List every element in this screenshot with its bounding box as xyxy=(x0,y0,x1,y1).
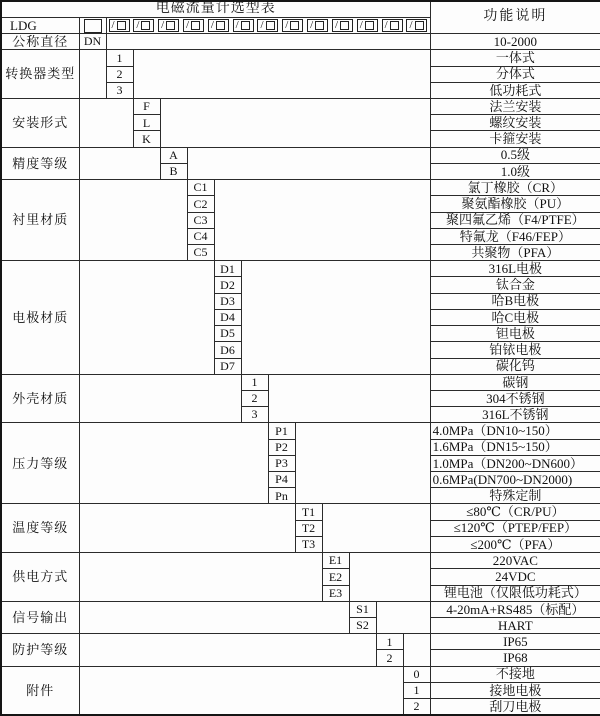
desc-cell: 法兰安装 xyxy=(430,99,600,115)
code-cell: 2 xyxy=(106,66,133,82)
code-cell: D3 xyxy=(214,293,241,309)
code-cell: 3 xyxy=(241,407,268,423)
code-cell: 1 xyxy=(403,682,430,698)
desc-cell: 铂铱电极 xyxy=(430,342,600,358)
desc-cell: 聚四氟乙烯（F4/PTFE） xyxy=(430,212,600,228)
empty-box-icon xyxy=(266,21,275,30)
category-cell: 外壳材质 xyxy=(1,374,79,423)
desc-cell: 钛合金 xyxy=(430,277,600,293)
empty-box-icon xyxy=(290,21,299,30)
desc-cell: 316L不锈钢 xyxy=(430,407,600,423)
code-cell: A xyxy=(160,147,187,163)
desc-cell: 4-20mA+RS485（标配） xyxy=(430,601,600,617)
code-cell: D6 xyxy=(214,342,241,358)
filler-cell xyxy=(133,50,430,99)
empty-box-icon xyxy=(216,21,225,30)
desc-cell: 1.0MPa（DN200~DN600） xyxy=(430,455,600,471)
category-cell: 附件 xyxy=(1,666,79,715)
desc-cell: 24VDC xyxy=(430,569,600,585)
category-cell: 供电方式 xyxy=(1,553,79,602)
empty-box-icon xyxy=(241,21,250,30)
function-desc-header: 功能说明 xyxy=(430,1,600,34)
empty-box-icon xyxy=(315,21,324,30)
code-cell: P3 xyxy=(268,455,295,471)
filler-cell xyxy=(187,147,430,179)
category-cell: 信号输出 xyxy=(1,601,79,633)
page-title: 电磁流量计选型表 xyxy=(1,1,430,17)
code-cell: C4 xyxy=(187,228,214,244)
code-cell: 2 xyxy=(403,699,430,715)
code-cell: S2 xyxy=(349,618,376,634)
category-cell: 精度等级 xyxy=(1,147,79,179)
code-cell: 2 xyxy=(376,650,403,666)
code-cell: P1 xyxy=(268,423,295,439)
code-cell: L xyxy=(133,115,160,131)
model-slots-cell xyxy=(106,17,430,33)
slot-box: / xyxy=(282,19,303,32)
desc-cell: 共聚物（PFA） xyxy=(430,244,600,260)
filler-cell xyxy=(79,553,322,602)
empty-box-icon xyxy=(365,21,374,30)
code-cell: 0 xyxy=(403,666,430,682)
desc-cell: 特氟龙（F46/FEP） xyxy=(430,228,600,244)
desc-cell: 哈C电极 xyxy=(430,309,600,325)
code-cell: C2 xyxy=(187,196,214,212)
filler-cell xyxy=(241,261,430,375)
slot-box: / xyxy=(307,19,328,32)
desc-cell: 一体式 xyxy=(430,50,600,66)
filler-cell xyxy=(106,34,430,50)
code-cell: DN xyxy=(79,34,106,50)
desc-cell: ≤80℃（CR/PU） xyxy=(430,504,600,520)
category-cell: 公称直径 xyxy=(1,34,79,50)
desc-cell: 0.6MPa(DN700~DN2000) xyxy=(430,472,600,488)
desc-cell: 聚氨酯橡胶（PU） xyxy=(430,196,600,212)
code-cell: D7 xyxy=(214,358,241,374)
desc-cell: 氯丁橡胶（CR） xyxy=(430,180,600,196)
desc-cell: 螺纹安装 xyxy=(430,115,600,131)
slot-box: / xyxy=(332,19,353,32)
filler-cell xyxy=(403,634,430,666)
code-cell: E2 xyxy=(322,569,349,585)
desc-cell: 不接地 xyxy=(430,666,600,682)
slot-box: / xyxy=(133,19,154,32)
filler-cell xyxy=(214,180,430,261)
desc-cell: 1.6MPa（DN15~150） xyxy=(430,439,600,455)
category-cell: 压力等级 xyxy=(1,423,79,504)
empty-box-icon xyxy=(141,21,150,30)
desc-cell: 0.5级 xyxy=(430,147,600,163)
model-first-box-cell xyxy=(79,17,106,33)
category-cell: 安装形式 xyxy=(1,99,79,148)
desc-cell: 锂电池（仅限低功耗式） xyxy=(430,585,600,601)
desc-cell: 碳化钨 xyxy=(430,358,600,374)
code-cell: C1 xyxy=(187,180,214,196)
category-cell: 电极材质 xyxy=(1,261,79,375)
desc-cell: 304不锈钢 xyxy=(430,390,600,406)
filler-cell xyxy=(268,374,430,423)
code-cell: D5 xyxy=(214,326,241,342)
code-cell: P2 xyxy=(268,439,295,455)
desc-cell: 4.0MPa（DN10~150） xyxy=(430,423,600,439)
code-cell: S1 xyxy=(349,601,376,617)
filler-cell xyxy=(295,423,430,504)
slot-box: / xyxy=(109,19,130,32)
code-cell: C5 xyxy=(187,244,214,260)
desc-cell: 分体式 xyxy=(430,66,600,82)
filler-cell xyxy=(79,374,241,423)
desc-cell: 特殊定制 xyxy=(430,488,600,504)
desc-cell: 刮刀电极 xyxy=(430,699,600,715)
filler-cell xyxy=(79,423,268,504)
slot-box: / xyxy=(233,19,254,32)
filler-cell xyxy=(79,147,160,179)
desc-cell: IP65 xyxy=(430,634,600,650)
category-cell: 转换器类型 xyxy=(1,50,79,99)
slot-box: / xyxy=(357,19,378,32)
desc-cell: 220VAC xyxy=(430,553,600,569)
filler-cell xyxy=(376,601,430,633)
code-cell: C3 xyxy=(187,212,214,228)
code-cell: 2 xyxy=(241,390,268,406)
desc-cell: ≤120℃（PTEP/FEP） xyxy=(430,520,600,536)
code-cell: T2 xyxy=(295,520,322,536)
model-prefix: LDG xyxy=(1,17,79,33)
code-cell: 3 xyxy=(106,82,133,98)
code-cell: E1 xyxy=(322,553,349,569)
desc-cell: 接地电极 xyxy=(430,682,600,698)
empty-box-icon xyxy=(340,21,349,30)
category-cell: 防护等级 xyxy=(1,634,79,666)
code-cell: D4 xyxy=(214,309,241,325)
desc-cell: HART xyxy=(430,618,600,634)
code-cell: Pn xyxy=(268,488,295,504)
slot-box: / xyxy=(406,19,427,32)
desc-cell: ≤200℃（PFA） xyxy=(430,536,600,552)
desc-cell: 低功耗式 xyxy=(430,82,600,98)
code-cell: 1 xyxy=(376,634,403,650)
desc-cell: 316L电极 xyxy=(430,261,600,277)
empty-box-icon xyxy=(117,21,126,30)
category-cell: 温度等级 xyxy=(1,504,79,553)
filler-cell xyxy=(322,504,430,553)
filler-cell xyxy=(79,180,187,261)
desc-cell: 卡箍安装 xyxy=(430,131,600,147)
desc-cell: 1.0级 xyxy=(430,163,600,179)
filler-cell xyxy=(79,666,403,715)
slot-box: / xyxy=(257,19,278,32)
code-cell: E3 xyxy=(322,585,349,601)
code-cell: F xyxy=(133,99,160,115)
filler-cell xyxy=(79,601,349,633)
filler-cell xyxy=(349,553,430,602)
desc-cell: 哈B电极 xyxy=(430,293,600,309)
code-cell: K xyxy=(133,131,160,147)
slot-box: / xyxy=(382,19,403,32)
filler-cell xyxy=(79,504,295,553)
code-cell: T3 xyxy=(295,536,322,552)
filler-cell xyxy=(79,261,214,375)
code-cell: 1 xyxy=(106,50,133,66)
empty-box-icon xyxy=(166,21,175,30)
category-cell: 衬里材质 xyxy=(1,180,79,261)
slot-box: / xyxy=(208,19,229,32)
model-slots xyxy=(107,18,430,33)
code-cell: D2 xyxy=(214,277,241,293)
filler-cell xyxy=(160,99,430,148)
filler-cell xyxy=(79,50,106,99)
slot-box: / xyxy=(158,19,179,32)
empty-box-icon xyxy=(390,21,399,30)
code-cell: 1 xyxy=(241,374,268,390)
code-cell: B xyxy=(160,163,187,179)
desc-cell: 碳钢 xyxy=(430,374,600,390)
empty-box-icon xyxy=(84,19,102,33)
filler-cell xyxy=(79,634,376,666)
desc-cell: 10-2000 xyxy=(430,34,600,50)
filler-cell xyxy=(79,99,133,148)
desc-cell: IP68 xyxy=(430,650,600,666)
code-cell: T1 xyxy=(295,504,322,520)
desc-cell: 钽电极 xyxy=(430,326,600,342)
code-cell: D1 xyxy=(214,261,241,277)
code-cell: P4 xyxy=(268,472,295,488)
empty-box-icon xyxy=(415,21,424,30)
empty-box-icon xyxy=(191,21,200,30)
slot-box: / xyxy=(183,19,204,32)
